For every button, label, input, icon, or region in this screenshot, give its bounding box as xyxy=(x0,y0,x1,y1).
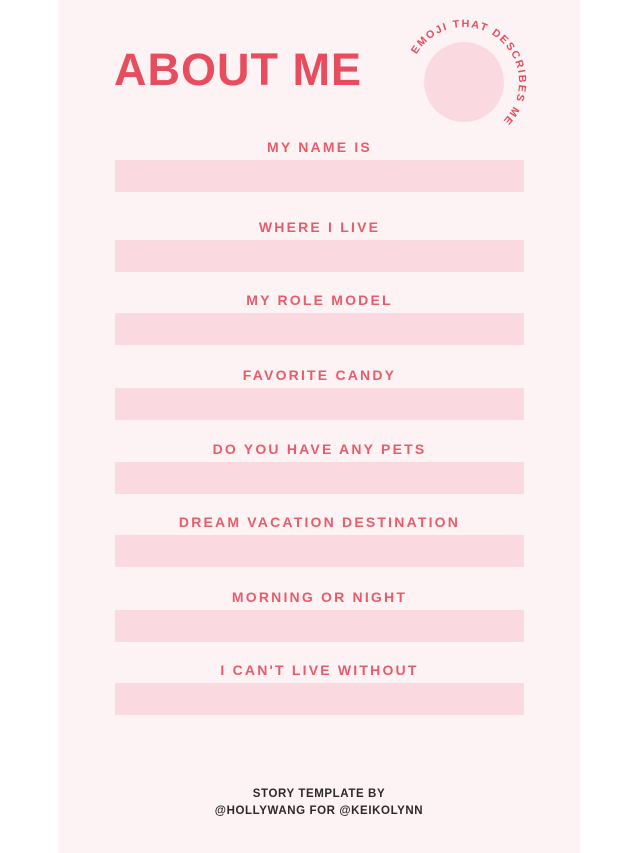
footer-credit xyxy=(58,786,580,820)
answer-bar[interactable] xyxy=(115,535,524,567)
field-label: DO YOU HAVE ANY PETS xyxy=(212,441,427,457)
field-label: WHERE I LIVE xyxy=(258,219,381,235)
template-card xyxy=(58,0,580,853)
field-morning-or-night xyxy=(115,589,524,642)
emoji-badge-svg xyxy=(389,7,539,157)
field-i-cant-live-without xyxy=(115,662,524,715)
field-label: FAVORITE CANDY xyxy=(242,367,397,383)
answer-bar[interactable] xyxy=(115,462,524,494)
answer-bar[interactable] xyxy=(115,683,524,715)
field-label: DREAM VACATION DESTINATION xyxy=(178,514,461,530)
emoji-badge[interactable] xyxy=(389,7,539,157)
footer-credit-line2: @HOLLYWANG FOR @KEIKOLYNN xyxy=(214,805,424,817)
field-label: I CAN'T LIVE WITHOUT xyxy=(220,662,419,678)
answer-bar[interactable] xyxy=(115,160,524,192)
field-where-i-live xyxy=(115,219,524,272)
field-label: MY ROLE MODEL xyxy=(246,292,393,308)
emoji-circle-placeholder[interactable] xyxy=(424,42,504,122)
field-label: MORNING OR NIGHT xyxy=(231,589,408,605)
field-my-role-model xyxy=(115,292,524,345)
footer-credit-line1: STORY TEMPLATE BY xyxy=(252,788,386,800)
answer-bar[interactable] xyxy=(115,388,524,420)
page-title: ABOUT ME xyxy=(114,44,362,95)
answer-bar[interactable] xyxy=(115,610,524,642)
answer-bar[interactable] xyxy=(115,240,524,272)
answer-bar[interactable] xyxy=(115,313,524,345)
field-do-you-have-any-pets xyxy=(115,441,524,494)
field-my-name-is xyxy=(115,139,524,192)
field-label: MY NAME IS xyxy=(267,139,372,155)
field-dream-vacation-destination xyxy=(115,514,524,567)
emoji-badge-curved-text: EMOJI THAT DESCRIBES ME xyxy=(408,17,529,128)
field-favorite-candy xyxy=(115,367,524,420)
